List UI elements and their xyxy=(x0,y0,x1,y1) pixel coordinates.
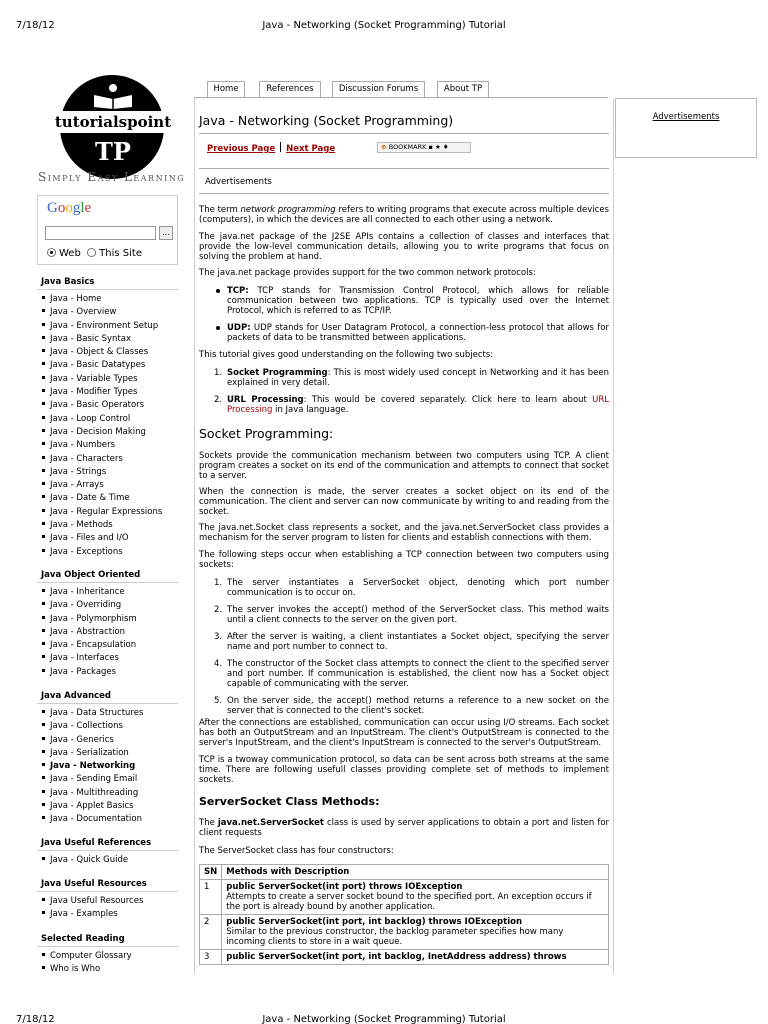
row-sn: 2 xyxy=(200,915,222,950)
nav-item[interactable] xyxy=(42,439,178,452)
nav-heading: Java Advanced xyxy=(37,688,178,704)
nav-item[interactable] xyxy=(42,854,178,867)
reader-icon xyxy=(90,83,136,109)
nav-item[interactable] xyxy=(42,333,178,346)
nav-item-link[interactable]: Java - Quick Guide xyxy=(50,855,129,865)
nav-item-link[interactable]: Java - Encapsulation xyxy=(50,640,137,651)
text: The server instantiates a ServerSocket object, denoting which port number communication is to occur on. xyxy=(227,578,609,598)
nav-item-link[interactable]: Java Useful Resources xyxy=(50,896,144,906)
step-5 xyxy=(214,696,609,716)
print-title-footer: Java - Networking (Socket Programming) Tutorial xyxy=(262,1014,506,1024)
text-bold: java.net.ServerSocket xyxy=(217,818,324,828)
constructors-table xyxy=(199,864,609,965)
list-number: 3. xyxy=(214,632,223,642)
tagline: Simply Easy Learning xyxy=(38,170,186,184)
nav-list xyxy=(37,892,178,922)
list-number: 1. xyxy=(214,578,223,588)
step-3 xyxy=(214,632,609,652)
divider xyxy=(199,133,609,134)
nav-list xyxy=(37,583,178,679)
divider xyxy=(199,193,609,194)
list-item-udp xyxy=(227,323,609,343)
list-number: 1. xyxy=(214,368,223,378)
nav-item-link[interactable]: Java - Data Structures xyxy=(50,708,144,718)
nav-java-resources xyxy=(37,876,178,922)
google-search-box xyxy=(37,195,178,265)
side-ads-label[interactable]: Advertisements xyxy=(652,112,720,122)
bookmark-label: BOOKMARK xyxy=(388,143,427,151)
socket-paragraph-5: After the connections are established, communication can occur using I/O streams. Each socket has both an OutputStream and an InputStream. The client's OutputStream is connected to the server's InputStream, and the client's InputStream is connected to the server's OutputStream. xyxy=(199,718,609,748)
nav-item[interactable] xyxy=(42,626,178,639)
intro-paragraph-3: The java.net package provides support for the two common network protocols: xyxy=(199,268,536,278)
nav-item[interactable] xyxy=(42,760,178,773)
nav-item-link[interactable]: Java - Basic Datatypes xyxy=(50,360,146,371)
nav-item[interactable] xyxy=(42,613,178,626)
nav-item[interactable] xyxy=(42,479,178,492)
nav-heading: Java Object Oriented xyxy=(37,567,178,583)
nav-item-link[interactable]: Java - Characters xyxy=(50,453,123,464)
nav-item-link[interactable]: Java - Polymorphism xyxy=(50,613,137,624)
method-signature: public ServerSocket(int port, int backlog, InetAddress address) throws xyxy=(226,952,567,962)
nav-item-link[interactable]: Java - Basic Operators xyxy=(50,400,145,411)
step-2 xyxy=(214,605,609,625)
url-processing-link[interactable]: URL Processing xyxy=(227,395,609,415)
nav-item-link[interactable]: Java - Environment Setup xyxy=(50,320,159,331)
nav-item-link[interactable]: Java - Regular Expressions xyxy=(50,506,163,517)
nav-item-link[interactable]: Java - Collections xyxy=(50,721,123,732)
step-1 xyxy=(214,578,609,598)
bookmark-icon: ⊕ xyxy=(381,143,389,151)
nav-item[interactable] xyxy=(42,466,178,479)
nav-item[interactable] xyxy=(42,413,178,426)
pager-separator xyxy=(280,142,281,152)
nav-heading: Java Useful References xyxy=(37,835,178,851)
nav-item[interactable] xyxy=(42,359,178,372)
nav-item[interactable] xyxy=(42,506,178,519)
tab-references[interactable]: References xyxy=(259,81,321,98)
nav-item[interactable] xyxy=(42,895,178,908)
nav-item-link[interactable]: Java - Strings xyxy=(50,466,107,477)
logo-wordmark: tutorialspoint xyxy=(38,111,188,133)
tab-about[interactable]: About TP xyxy=(437,81,489,98)
nav-list xyxy=(37,851,178,867)
nav-item[interactable] xyxy=(42,492,178,505)
nav-list xyxy=(37,947,178,973)
nav-selected-reading xyxy=(37,931,178,973)
page-title: Java - Networking (Socket Programming) xyxy=(199,113,454,128)
radio-site-label: This Site xyxy=(99,248,142,259)
text: On the server side, the accept() method returns a reference to a new socket on the server that is connected to the client's socket. xyxy=(227,696,609,716)
radio-web-icon xyxy=(47,248,56,257)
term: URL Processing xyxy=(227,395,304,405)
tab-home[interactable]: Home xyxy=(207,81,245,98)
text: The server invokes the accept() method of the ServerSocket class. This method waits until a client connects to the server on the given port. xyxy=(227,605,609,625)
nav-item-link[interactable]: Java - Multithreading xyxy=(50,787,139,798)
heading-socket-programming: Socket Programming: xyxy=(199,426,334,441)
nav-item[interactable] xyxy=(42,800,178,813)
list-item-tcp xyxy=(227,286,609,316)
search-input[interactable] xyxy=(45,226,156,240)
subjects-intro: This tutorial gives good understanding on the following two subjects: xyxy=(199,350,494,360)
table-row xyxy=(200,915,609,950)
side-ad-box xyxy=(615,98,757,158)
serversocket-paragraph-2: The ServerSocket class has four constructors: xyxy=(199,846,394,856)
nav-item[interactable] xyxy=(42,586,178,599)
nav-item-link[interactable]: Java - Loop Control xyxy=(50,413,131,424)
radio-site[interactable] xyxy=(87,248,142,259)
text: TCP stands for Transmission Control Protocol, which allows for reliable communication between two applications. TCP is typically used over the Internet Protocol, which is referred to as TCP/IP. xyxy=(227,286,609,316)
nav-item-link[interactable]: Java - Files and I/O xyxy=(50,533,129,544)
row-method xyxy=(222,950,609,965)
table-header-row xyxy=(200,865,609,880)
nav-item[interactable] xyxy=(42,734,178,747)
nav-item[interactable] xyxy=(42,747,178,760)
nav-list xyxy=(37,704,178,827)
step-4 xyxy=(214,659,609,689)
next-page-link[interactable]: Next Page xyxy=(286,144,336,154)
nav-item[interactable] xyxy=(42,453,178,466)
nav-item[interactable] xyxy=(42,293,178,306)
nav-java-advanced xyxy=(37,688,178,827)
main-content xyxy=(194,98,614,974)
intro-paragraph-1 xyxy=(199,205,609,225)
nav-item-link[interactable]: Java - Abstraction xyxy=(50,626,126,637)
heading-serversocket-methods: ServerSocket Class Methods: xyxy=(199,795,380,808)
text: in Java language. xyxy=(272,405,349,415)
list-number: 2. xyxy=(214,605,223,615)
nav-heading: Java Useful Resources xyxy=(37,876,178,892)
nav-item[interactable] xyxy=(42,787,178,800)
list-item-subject-2 xyxy=(214,395,609,415)
nav-item-link[interactable]: Java - Decision Making xyxy=(50,426,146,437)
nav-item[interactable] xyxy=(42,386,178,399)
nav-item[interactable] xyxy=(42,373,178,386)
socket-paragraph-1: Sockets provide the communication mechanism between two computers using TCP. A client program creates a socket on its end of the communication and attempts to connect that socket to a server. xyxy=(199,451,609,481)
divider xyxy=(199,168,609,169)
nav-item-link[interactable]: Java - Interfaces xyxy=(50,653,119,664)
nav-item[interactable] xyxy=(42,908,178,921)
list-number: 4. xyxy=(214,659,223,669)
nav-item-link[interactable]: Java - Exceptions xyxy=(50,546,123,557)
socket-paragraph-3: The java.net.Socket class represents a socket, and the java.net.ServerSocket class provides a mechanism for the server program to listen for clients and establish connections with them. xyxy=(199,523,609,543)
google-logo: Google xyxy=(47,200,92,216)
socket-paragraph-4: The following steps occur when establishing a TCP connection between two computers using sockets: xyxy=(199,550,609,570)
nav-item[interactable] xyxy=(42,306,178,319)
nav-item-link[interactable]: Computer Glossary xyxy=(50,951,132,961)
nav-item[interactable] xyxy=(42,320,178,333)
radio-web-label: Web xyxy=(59,248,81,259)
site-logo[interactable] xyxy=(38,75,188,185)
nav-item-link[interactable]: Java - Basic Syntax xyxy=(50,333,132,344)
nav-item-link[interactable]: Java - Object & Classes xyxy=(50,347,149,358)
text: refers to writing programs that execute across multiple devices (computers), in which the devices are all connected to each other using a network. xyxy=(199,205,609,225)
nav-item[interactable] xyxy=(42,519,178,532)
search-scope xyxy=(47,248,142,259)
method-description: Similar to the previous constructor, the backlog parameter specifies how many incoming clients to store in a wait queue. xyxy=(226,927,564,947)
text: : This would be covered separately. Click here to learn about xyxy=(303,395,593,405)
nav-item-link[interactable]: Java - Date & Time xyxy=(50,493,130,504)
nav-java-oo xyxy=(37,567,178,679)
nav-item-link[interactable]: Java - Serialization xyxy=(50,747,129,758)
nav-item[interactable] xyxy=(42,707,178,720)
nav-item[interactable] xyxy=(42,639,178,652)
text: : This is most widely used concept in Networking and it has been explained in very detail. xyxy=(227,368,609,388)
nav-item-link[interactable]: Java - Documentation xyxy=(50,814,142,825)
text: After the server is waiting, a client instantiates a Socket object, specifying the server name and port number to connect to. xyxy=(227,632,609,652)
nav-item[interactable] xyxy=(42,346,178,359)
column-header-sn: SN xyxy=(200,865,222,880)
row-method xyxy=(222,915,609,950)
text: The constructor of the Socket class attempts to connect the client to the specified server and port number. If communication is established, the client now has a Socket object capable of communicating with the server. xyxy=(227,659,609,689)
ads-label: Advertisements xyxy=(205,177,272,187)
term: Socket Programming xyxy=(227,368,328,378)
list-item-subject-1 xyxy=(214,368,609,388)
intro-paragraph-2: The java.net package of the J2SE APIs contains a collection of classes and interfaces that provide the low-level communication details, allowing you to write programs that focus on solving the problem at hand. xyxy=(199,232,609,262)
nav-item-link[interactable]: Java - Examples xyxy=(50,909,118,920)
bookmark-button[interactable]: ⊕ BOOKMARK ▪ ★ ♦ xyxy=(377,142,471,153)
radio-site-icon xyxy=(87,248,96,257)
nav-item[interactable] xyxy=(42,950,178,963)
row-method xyxy=(222,880,609,915)
nav-item[interactable] xyxy=(42,652,178,665)
print-date: 7/18/12 xyxy=(16,20,55,31)
search-button[interactable]: ... xyxy=(159,226,173,240)
row-sn: 1 xyxy=(200,880,222,915)
nav-list xyxy=(37,290,178,559)
method-signature: public ServerSocket(int port) throws IOException xyxy=(226,882,463,892)
column-header-method: Methods with Description xyxy=(222,865,609,880)
nav-item-link[interactable]: Java - Sending Email xyxy=(50,774,138,785)
socket-paragraph-2: When the connection is made, the server creates a socket object on its end of the communication. The client and server can now communicate by writing to and reading from the socket. xyxy=(199,487,609,517)
nav-item-link[interactable]: Java - Inheritance xyxy=(50,587,125,597)
nav-item[interactable] xyxy=(42,773,178,786)
text: UDP stands for User Datagram Protocol, a connection-less protocol that allows for packets of data to be transmitted between applications. xyxy=(227,323,609,343)
nav-java-references xyxy=(37,835,178,867)
nav-item[interactable] xyxy=(42,720,178,733)
nav-java-basics xyxy=(37,274,178,559)
nav-item-link[interactable]: Java - Modifier Types xyxy=(50,387,138,398)
nav-item-link[interactable]: Java - Home xyxy=(50,294,102,304)
serversocket-paragraph-1 xyxy=(199,818,609,838)
nav-item-link[interactable]: Java - Overriding xyxy=(50,600,122,611)
nav-item-link[interactable]: Java - Packages xyxy=(50,666,117,677)
nav-item[interactable] xyxy=(42,546,178,559)
nav-item-link[interactable]: Java - Variable Types xyxy=(50,373,138,384)
method-description: Attempts to create a server socket bound to the specified port. An exception occurs if the port is already bound by another application. xyxy=(226,892,592,912)
nav-item[interactable] xyxy=(42,426,178,439)
print-title: Java - Networking (Socket Programming) Tutorial xyxy=(262,20,506,31)
table-row xyxy=(200,880,609,915)
socket-paragraph-6: TCP is a twoway communication protocol, so data can be sent across both streams at the same time. There are following usefull classes providing complete set of methods to implement sockets. xyxy=(199,755,609,785)
nav-heading: Selected Reading xyxy=(37,931,178,947)
nav-item-link[interactable]: Java - Networking xyxy=(50,761,136,772)
nav-item[interactable] xyxy=(42,813,178,826)
row-sn: 3 xyxy=(200,950,222,965)
nav-item-link[interactable]: Java - Numbers xyxy=(50,440,115,451)
nav-item-link[interactable]: Java - Overview xyxy=(50,307,117,318)
table-row xyxy=(200,950,609,965)
text: The xyxy=(199,818,218,828)
nav-item[interactable] xyxy=(42,963,178,973)
logo-tp: TP xyxy=(95,137,131,166)
nav-item[interactable] xyxy=(42,532,178,545)
print-date-footer: 7/18/12 xyxy=(16,1014,55,1024)
nav-item[interactable] xyxy=(42,666,178,679)
nav-item-link[interactable]: Who is Who xyxy=(50,964,101,973)
term: UDP: xyxy=(227,323,251,333)
list-number: 2. xyxy=(214,395,223,405)
text-emphasis: network programming xyxy=(240,205,336,215)
nav-heading: Java Basics xyxy=(37,274,178,290)
nav-item-link[interactable]: Java - Applet Basics xyxy=(50,801,134,812)
previous-page-link[interactable]: Previous Page xyxy=(207,144,276,154)
text: class is used by server applications to obtain a port and listen for client requests xyxy=(199,818,610,838)
nav-item-link[interactable]: Java - Generics xyxy=(50,734,114,745)
nav-item-link[interactable]: Java - Methods xyxy=(50,520,113,531)
nav-item-link[interactable]: Java - Arrays xyxy=(50,480,104,491)
nav-item[interactable] xyxy=(42,599,178,612)
term: TCP: xyxy=(227,286,249,296)
tab-discussion-forums[interactable]: Discussion Forums xyxy=(332,81,425,98)
text: The term xyxy=(199,205,241,215)
list-number: 5. xyxy=(214,696,223,706)
method-signature: public ServerSocket(int port, int backlog) throws IOException xyxy=(226,917,522,927)
nav-item[interactable] xyxy=(42,399,178,412)
radio-web[interactable] xyxy=(47,248,81,259)
